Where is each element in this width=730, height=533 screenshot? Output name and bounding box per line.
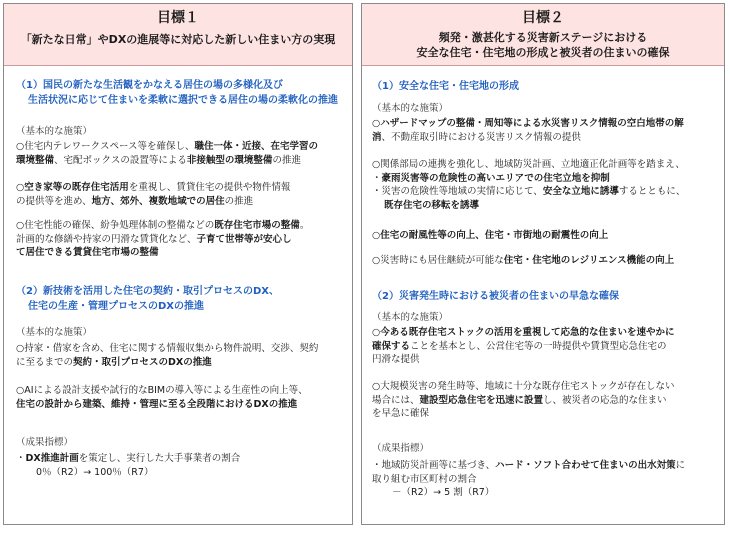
- goal1-panel: [3, 3, 353, 525]
- goal1-title: 目標１: [157, 10, 199, 26]
- goal2-s1-item4: ○災害時にも居住継続が可能な住宅・住宅地のレジリエンス機能の向上: [372, 255, 675, 266]
- goal2-indicator-value: －（R2）→ 5 割（R7）: [392, 487, 495, 498]
- goal1-s2-item2: ○AIによる設計支援や試行的なBIMの導入等による生産性の向上等、 住宅の設計から建築、維持・管理に至る全段階におけるDXの推進: [16, 385, 308, 410]
- goal1-section2-kihon-label: （基本的な施策）: [16, 327, 93, 338]
- goal2-s1-item1: ○ハザードマップの整備・周知等による水災害リスク情報の空白地帯の解 消、不動産取引時における災害リスク情報の提供: [372, 118, 684, 143]
- goal2-s2-item1: ○今ある既存住宅ストックの活用を重視して応急的な住まいを速やかに 確保することを基本とし、公営住宅等の一時提供や賃貸型応急住宅の 円滑な提供: [372, 327, 675, 365]
- goal1-section1-heading: （1）国民の新たな生活観をかなえる居住の場の多様化及び 生活状況に応じて住まいを柔軟に選択できる居住の場の柔軟化の推進: [16, 80, 338, 106]
- goal1-indicator: ・DX推進計画を策定し、実行した大手事業者の割合 0％（R2）→ 100％（R7）: [16, 453, 241, 478]
- goal1-section2-heading: （2）新技術を活用した住宅の契約・取引プロセスのDX、 住宅の生産・管理プロセスのDXの推進: [16, 286, 279, 312]
- goal2-s1-item3: ○住宅の耐風性等の向上、住宅・市街地の耐震性の向上: [372, 230, 609, 241]
- goal1-s2-item1: ○持家・借家を含め、住宅に関する情報収集から物件説明、交渉、契約 に至るまでの契約・取引プロセスのDXの推進: [16, 343, 319, 368]
- goal1-indicator-value: 0％（R2）→ 100％（R7）: [36, 466, 154, 478]
- goal2-s1-item2: ○関係部局の連携を強化し、地域防災計画、立地適正化計画等を踏まえ、 ・豪雨災害等の危険性の高いエリアでの住宅立地を抑制 ・災害の危険性等地域の実情に応じて、安全な立地に誘導するとともに、 既存住宅の移転を誘導: [372, 159, 686, 211]
- goal1-subtitle: 「新たな日常」やDXの進展等に対応した新しい住まい方の実現: [20, 33, 336, 46]
- goal2-header: [362, 4, 724, 66]
- goal2-s2-item2: ○大規模災害の発生時等、地域に十分な既存住宅ストックが存在しない 場合には、建設型応急住宅を迅速に設置し、被災者の応急的な住まい を早急に確保: [372, 381, 675, 419]
- goal1-s1-item2: ○空き家等の既存住宅活用を重視し、賃貸住宅の提供や物件情報 の提供等を進め、地方、郊外、複数地域での居住の推進: [16, 182, 291, 207]
- goal2-subtitle: 頻発・激甚化する災害新ステージにおける 安全な住宅・住宅地の形成と被災者の住まいの確保: [416, 31, 670, 59]
- goal1-s1-item3: ○住宅性能の確保、紛争処理体制の整備などの既存住宅市場の整備。 計画的な修繕や持家の円滑な賃貸化など、子育て世帯等が安心し て居住できる賃貸住宅市場の整備: [16, 220, 310, 258]
- goal2-section1-heading: （1）安全な住宅・住宅地の形成: [372, 81, 519, 92]
- goal2-section1-kihon-label: （基本的な施策）: [372, 103, 449, 114]
- goal2-indicator-label: （成果指標）: [372, 443, 430, 454]
- goal2-section2-heading: （2）災害発生時における被災者の住まいの早急な確保: [372, 291, 619, 302]
- goal2-title: 目標２: [522, 10, 564, 26]
- goal2-indicator: ・地域防災計画等に基づき、ハード・ソフト合わせて住まいの出水対策に 取り組む市区町村の割合 －（R2）→ 5 割（R7）: [372, 460, 686, 498]
- goal1-section1-kihon-label: （基本的な施策）: [16, 126, 93, 137]
- goal1-header: [4, 4, 352, 66]
- goal1-indicator-label: （成果指標）: [16, 437, 74, 448]
- goal2-section2-kihon-label: （基本的な施策）: [372, 312, 449, 323]
- goal2-panel: [361, 3, 725, 525]
- goal1-s1-item1: ○住宅内テレワークスペース等を確保し、職住一体・近接、在宅学習の 環境整備、宅配ボックスの設置等による非接触型の環境整備の推進: [16, 141, 319, 166]
